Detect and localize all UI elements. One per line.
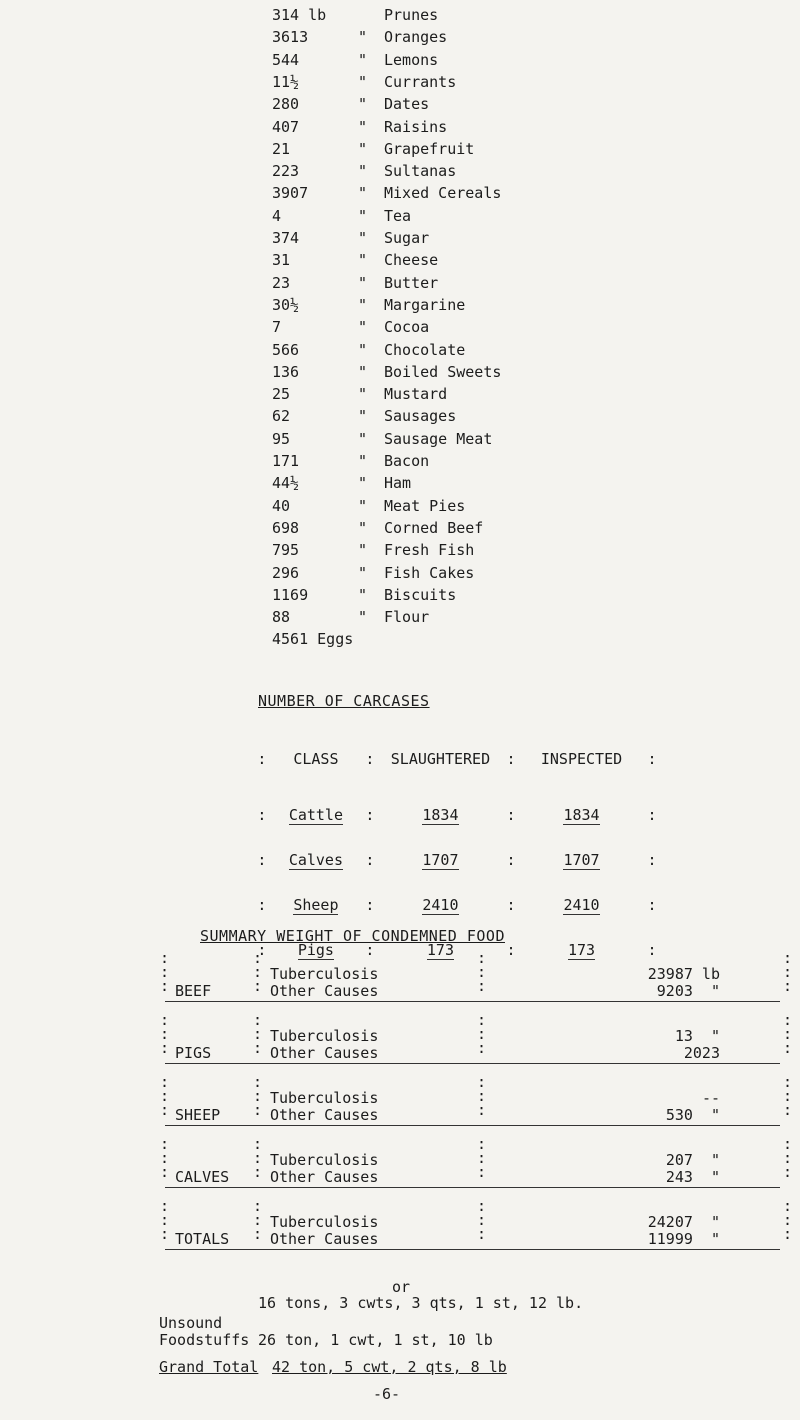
carcase-cell: 2410: [563, 896, 600, 914]
value-other: 530 ": [665, 1106, 720, 1124]
carcase-cell: 2410: [422, 896, 459, 914]
value-tuberculosis: 23987 lb: [647, 965, 720, 983]
row-rule: [165, 1125, 780, 1126]
ditto-mark: ": [358, 295, 368, 314]
food-item: Sausage Meat: [384, 429, 493, 448]
cause-tuberculosis: Tuberculosis: [270, 965, 379, 983]
separator: : : :: [160, 1011, 170, 1057]
food-qty: 95: [272, 429, 291, 448]
food-qty: 698: [272, 518, 300, 537]
food-item: Fish Cakes: [384, 563, 475, 582]
food-qty: 88: [272, 608, 291, 627]
separator: : : :: [783, 1011, 793, 1057]
carcase-cell-wrap: [521, 918, 642, 963]
food-qty: 136: [272, 362, 300, 381]
food-qty: 62: [272, 407, 291, 426]
separator: : : :: [477, 1197, 487, 1243]
ditto-mark: ": [358, 206, 368, 225]
carcase-cell-wrap: [380, 828, 501, 873]
food-qty: 566: [272, 340, 300, 359]
food-item: Chocolate: [384, 340, 466, 359]
carcase-cell: Cattle: [288, 806, 343, 824]
food-item: Mixed Cereals: [384, 184, 502, 203]
separator: :: [647, 896, 657, 914]
food-qty: 1169: [272, 585, 309, 604]
carcases-heading: NUMBER OF CARCASES: [258, 692, 430, 710]
ditto-mark: ": [358, 362, 368, 381]
carcase-cell: 173: [567, 941, 596, 959]
condemned-class: TOTALS: [175, 1230, 230, 1248]
food-item: Meat Pies: [384, 496, 466, 515]
unsound-value: 26 ton, 1 cwt, 1 st, 10 lb: [258, 1331, 493, 1349]
food-item: Bacon: [384, 452, 430, 470]
separator: :: [365, 941, 375, 959]
food-qty: 4: [272, 206, 282, 225]
separator: : : :: [477, 949, 487, 995]
cause-other: Other Causes: [270, 1044, 379, 1062]
value-tuberculosis: 24207 ": [647, 1213, 720, 1231]
separator: :: [506, 806, 516, 824]
ditto-mark: ": [358, 318, 368, 337]
grand-total-value: 42 ton, 5 cwt, 2 qts, 8 lb: [272, 1358, 507, 1376]
separator: : : :: [783, 949, 793, 995]
food-item: Fresh Fish: [384, 541, 475, 560]
carcase-row: [252, 828, 662, 873]
ditto-mark: ": [358, 474, 368, 493]
food-item: Tea: [384, 206, 412, 225]
food-item: Dates: [384, 95, 430, 114]
value-tuberculosis: 207 ": [665, 1151, 720, 1169]
or-text: or: [392, 1278, 411, 1296]
food-item: Butter: [384, 273, 439, 292]
tons-line: 16 tons, 3 cwts, 3 qts, 1 st, 12 lb.: [258, 1294, 584, 1312]
food-item: Corned Beef: [384, 518, 484, 537]
unsound-label-1: Unsound: [159, 1314, 223, 1332]
condemned-class: CALVES: [175, 1168, 230, 1186]
ditto-mark: ": [358, 95, 368, 114]
separator: :: [647, 806, 657, 824]
carcase-cell: 1707: [422, 851, 459, 869]
carcase-cell: Sheep: [293, 896, 339, 914]
food-qty: 40: [272, 496, 291, 515]
food-qty: 3907: [272, 184, 309, 203]
ditto-mark: ": [358, 229, 368, 247]
separator: : : :: [253, 949, 263, 995]
food-qty: 280: [272, 95, 300, 114]
separator: : : :: [253, 1073, 263, 1119]
value-tuberculosis: 13 ": [674, 1027, 720, 1045]
carcase-cell: Pigs: [297, 941, 334, 959]
value-other: 2023: [683, 1044, 720, 1062]
food-item: Sausages: [384, 407, 457, 426]
ditto-mark: ": [358, 496, 368, 515]
row-rule: [165, 1187, 780, 1188]
ditto-mark: ": [358, 162, 368, 181]
food-qty: 11½: [272, 72, 300, 91]
row-rule: [165, 1249, 780, 1250]
food-qty: 314 lb: [272, 6, 327, 24]
carcase-cell-wrap: [521, 828, 642, 873]
ditto-mark: ": [358, 452, 368, 470]
condemned-class: PIGS: [175, 1044, 212, 1062]
food-item: Boiled Sweets: [384, 362, 502, 381]
food-item: Grapefruit: [384, 139, 475, 158]
condemned-class: BEEF: [175, 982, 212, 1000]
food-qty: 31: [272, 251, 291, 270]
carcase-cell-wrap: [521, 783, 642, 828]
ditto-mark: ": [358, 28, 368, 47]
separator: : : :: [783, 1197, 793, 1243]
separator: :: [506, 896, 516, 914]
separator: : : :: [160, 1197, 170, 1243]
food-item: Cheese: [384, 251, 439, 270]
carcases-table: : CLASS : SLAUGHTERED : INSPECTED : : Cattle : 1834 : 1834 : : Calves : 1707 : 1707 : : Sheep : 2410 : 2410 : : Pigs : 173 : 173 :: [252, 735, 662, 963]
ditto-mark: ": [358, 72, 368, 91]
carcase-cell-wrap: [272, 873, 360, 918]
food-qty: 3613: [272, 28, 309, 47]
value-other: 9203 ": [656, 982, 720, 1000]
carcase-cell: Calves: [288, 851, 343, 869]
ditto-mark: ": [358, 251, 368, 270]
cause-tuberculosis: Tuberculosis: [270, 1027, 379, 1045]
food-qty: 223: [272, 162, 300, 181]
cause-other: Other Causes: [270, 1168, 379, 1186]
food-item: Mustard: [384, 385, 448, 404]
food-item: Margarine: [384, 295, 466, 314]
separator: :: [506, 941, 516, 959]
ditto-mark: ": [358, 518, 368, 537]
ditto-mark: ": [358, 429, 368, 448]
food-item: Sugar: [384, 229, 430, 247]
header-inspected: INSPECTED: [540, 750, 623, 768]
food-qty: 21: [272, 139, 291, 158]
cause-other: Other Causes: [270, 1106, 379, 1124]
separator: : : :: [783, 1135, 793, 1181]
ditto-mark: ": [358, 541, 368, 560]
cause-tuberculosis: Tuberculosis: [270, 1151, 379, 1169]
carcase-cell-wrap: [272, 783, 360, 828]
ditto-mark: ": [358, 608, 368, 627]
food-qty: 544: [272, 50, 300, 69]
separator: : : :: [253, 1135, 263, 1181]
food-item: Oranges: [384, 28, 448, 47]
row-rule: [165, 1001, 780, 1002]
separator: :: [365, 896, 375, 914]
condemned-heading: SUMMARY WEIGHT OF CONDEMNED FOOD: [200, 927, 505, 945]
food-qty: 795: [272, 541, 300, 560]
separator: : : :: [160, 1073, 170, 1119]
food-qty: 4561 Eggs: [272, 630, 354, 649]
carcase-cell: 173: [426, 941, 454, 959]
separator: :: [257, 896, 267, 914]
header-slaughtered: SLAUGHTERED: [390, 750, 491, 768]
food-item: Raisins: [384, 117, 448, 136]
separator: : : :: [477, 1135, 487, 1181]
separator: : : :: [783, 1073, 793, 1119]
separator: :: [647, 941, 657, 959]
page-number: -6-: [373, 1385, 401, 1403]
food-item: Prunes: [384, 6, 439, 24]
ditto-mark: ": [358, 407, 368, 426]
ditto-mark: ": [358, 340, 368, 359]
food-qty: 7: [272, 318, 282, 337]
ditto-mark: ": [358, 585, 368, 604]
carcase-cell: 1834: [563, 806, 600, 824]
condemned-class: SHEEP: [175, 1106, 221, 1124]
separator: : : :: [253, 1197, 263, 1243]
separator: :: [365, 806, 375, 824]
value-other: 243 ": [665, 1168, 720, 1186]
value-other: 11999 ": [647, 1230, 720, 1248]
food-qty: 296: [272, 563, 300, 582]
cause-tuberculosis: Tuberculosis: [270, 1213, 379, 1231]
food-item: Flour: [384, 608, 430, 627]
ditto-mark: ": [358, 139, 368, 158]
food-qty: 30½: [272, 295, 300, 314]
ditto-mark: ": [358, 563, 368, 582]
row-rule: [165, 1063, 780, 1064]
separator: :: [257, 806, 267, 824]
grand-total-label: Grand Total: [159, 1358, 259, 1376]
carcase-row: [252, 873, 662, 918]
ditto-mark: ": [358, 117, 368, 136]
header-class: CLASS: [293, 750, 339, 768]
separator: : : :: [477, 1011, 487, 1057]
carcase-cell-wrap: [380, 873, 501, 918]
food-item: Lemons: [384, 50, 439, 69]
separator: : : :: [160, 1135, 170, 1181]
ditto-mark: ": [358, 50, 368, 69]
carcase-row: [252, 783, 662, 828]
food-item: Biscuits: [384, 585, 457, 604]
carcase-cell: 1707: [563, 851, 600, 869]
food-qty: 407: [272, 117, 300, 136]
separator: :: [506, 851, 516, 869]
ditto-mark: ": [358, 385, 368, 404]
unsound-label-2: Foodstuffs: [159, 1331, 250, 1349]
separator: :: [365, 851, 375, 869]
value-tuberculosis: --: [701, 1089, 720, 1107]
separator: : : :: [477, 1073, 487, 1119]
carcase-cell: 1834: [422, 806, 459, 824]
food-qty: 25: [272, 385, 291, 404]
food-qty: 171: [272, 452, 300, 470]
food-item: Sultanas: [384, 162, 457, 181]
food-qty: 44½: [272, 474, 300, 493]
separator: : : :: [160, 949, 170, 995]
food-qty: 23: [272, 273, 291, 292]
separator: :: [647, 851, 657, 869]
cause-tuberculosis: Tuberculosis: [270, 1089, 379, 1107]
food-item: Cocoa: [384, 318, 430, 337]
ditto-mark: ": [358, 273, 368, 292]
separator: :: [257, 941, 267, 959]
food-item: Ham: [384, 474, 412, 493]
cause-other: Other Causes: [270, 1230, 379, 1248]
ditto-mark: ": [358, 184, 368, 203]
carcase-cell-wrap: [272, 828, 360, 873]
food-item: Currants: [384, 72, 457, 91]
carcase-cell-wrap: [380, 783, 501, 828]
separator: : : :: [253, 1011, 263, 1057]
cause-other: Other Causes: [270, 982, 379, 1000]
separator: :: [257, 851, 267, 869]
carcase-cell-wrap: [521, 873, 642, 918]
food-qty: 374: [272, 229, 300, 247]
